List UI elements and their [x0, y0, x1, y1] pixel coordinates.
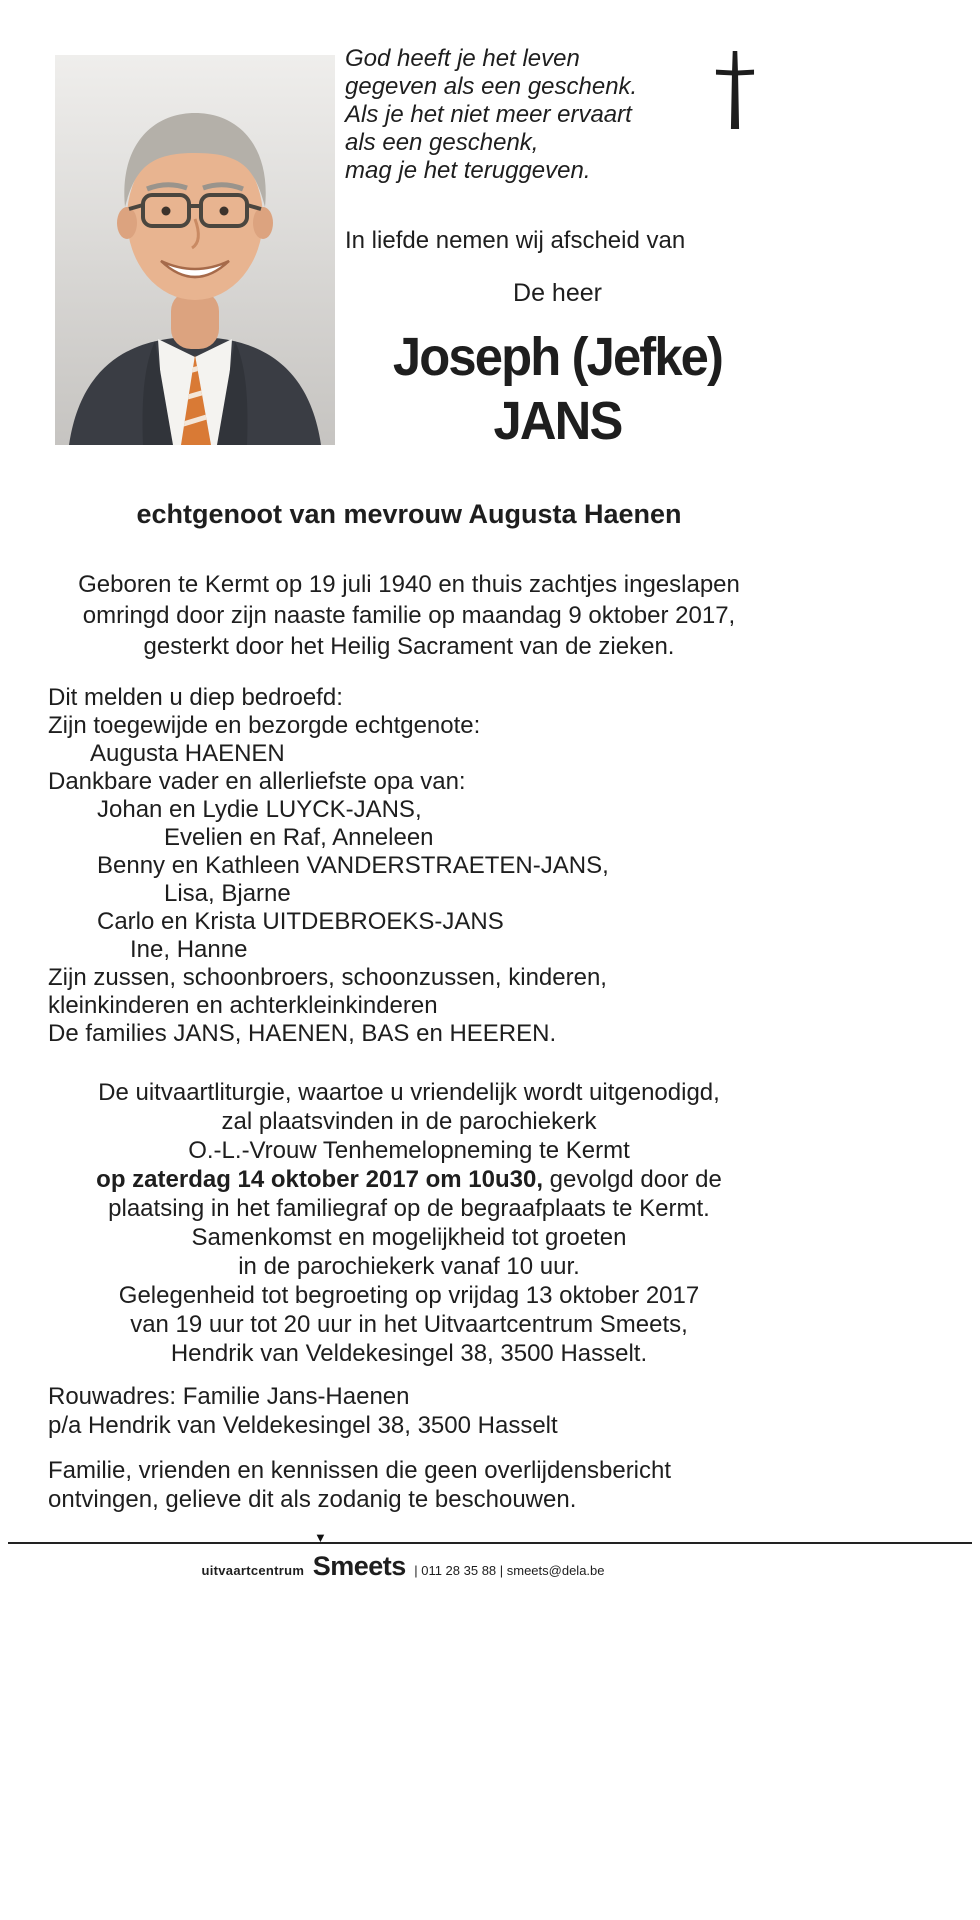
mourning-address — [48, 1382, 770, 1440]
family-line: Carlo en Krista UITDEBROEKS-JANS — [97, 908, 504, 935]
top-right-column — [345, 45, 770, 453]
family-line: kleinkinderen en achterkleinkinderen — [48, 992, 438, 1019]
poem-line: gegeven als een geschenk. — [345, 73, 638, 100]
family-line: Johan en Lydie LUYCK-JANS, — [97, 796, 422, 823]
service-line: Hendrik van Veldekesingel 38, 3500 Hasselt. — [170, 1340, 648, 1367]
family-line: Lisa, Bjarne — [164, 880, 291, 907]
birth-death-paragraph — [48, 569, 770, 662]
top-section — [48, 0, 770, 470]
deceased-first-names: Joseph (Jefke) — [392, 327, 723, 387]
service-line: Gelegenheid tot begroeting op vrijdag 13 oktober 2017 — [118, 1282, 700, 1309]
cross-icon — [706, 47, 764, 133]
birth-death-line: gesterkt door het Heilig Sacrament van de zieken. — [143, 633, 675, 660]
service-line — [48, 1165, 770, 1194]
family-line: Zijn zussen, schoonbroers, schoonzussen, kinderen, — [48, 964, 607, 991]
poem-line: Als je het niet meer ervaart — [345, 101, 632, 128]
poem-line: mag je het teruggeven. — [345, 157, 591, 184]
service-line: Samenkomst en mogelijkheid tot groeten — [191, 1224, 627, 1251]
mourning-address-line: p/a Hendrik van Veldekesingel 38, 3500 Hasselt — [48, 1412, 558, 1439]
family-line: Dit melden u diep bedroefd: — [48, 684, 343, 711]
mourning-address-line: Rouwadres: Familie Jans-Haenen — [48, 1383, 410, 1410]
footer-brand — [8, 1544, 798, 1582]
family-line: Ine, Hanne — [130, 936, 248, 963]
notice-paragraph — [48, 1456, 770, 1514]
deceased-last-name: JANS — [493, 391, 622, 451]
service-date-bold: op zaterdag 14 oktober 2017 om 10u30, — [96, 1166, 544, 1193]
deceased-name — [358, 325, 758, 453]
content-column — [48, 0, 770, 1514]
family-line: Evelien en Raf, Anneleen — [164, 824, 434, 851]
family-line: Zijn toegewijde en bezorgde echtgenote: — [48, 712, 481, 739]
service-line: plaatsing in het familiegraf op de begraafplaats te Kermt. — [108, 1195, 710, 1222]
birth-death-line: omringd door zijn naaste familie op maandag 9 oktober 2017, — [82, 602, 736, 629]
service-paragraph — [48, 1078, 770, 1368]
family-line: Dankbare vader en allerliefste opa van: — [48, 768, 466, 795]
family-line: Augusta HAENEN — [90, 740, 285, 767]
service-line: De uitvaartliturgie, waartoe u vriendelijk wordt uitgenodigd, — [98, 1079, 720, 1106]
footer-brand-small: uitvaartcentrum — [201, 1563, 305, 1578]
family-list — [48, 684, 770, 1048]
service-line: in de parochiekerk vanaf 10 uur. — [238, 1253, 580, 1280]
portrait-illustration — [55, 55, 335, 445]
notice-line: Familie, vrienden en kennissen die geen overlijdensbericht — [48, 1457, 672, 1484]
farewell-intro: In liefde nemen wij afscheid van — [345, 227, 686, 254]
family-line: Benny en Kathleen VANDERSTRAETEN-JANS, — [97, 852, 609, 879]
portrait-photo — [55, 55, 335, 445]
service-line-rest: gevolgd door de — [543, 1166, 722, 1193]
notice-line: ontvingen, gelieve dit als zodanig te beschouwen. — [48, 1486, 577, 1513]
service-line: van 19 uur tot 20 uur in het Uitvaartcentrum Smeets, — [130, 1311, 688, 1338]
service-line: zal plaatsvinden in de parochiekerk — [221, 1108, 597, 1135]
footer-brand-logo: Smeets — [312, 1551, 406, 1581]
poem-line: God heeft je het leven — [345, 45, 580, 72]
service-line: O.-L.-Vrouw Tenhemelopneming te Kermt — [188, 1137, 630, 1164]
birth-death-line: Geboren te Kermt op 19 juli 1940 en thuis zachtjes ingeslapen — [78, 571, 740, 598]
spouse-line: echtgenoot van mevrouw Augusta Haenen — [136, 499, 682, 529]
poem-line: als een geschenk, — [345, 129, 539, 156]
triangle-down-icon: ▼ — [314, 1530, 327, 1545]
salutation: De heer — [513, 279, 602, 307]
family-line: De families JANS, HAENEN, BAS en HEEREN. — [48, 1020, 557, 1047]
footer-contact: | 011 28 35 88 | smeets@dela.be — [414, 1563, 605, 1578]
footer — [8, 1530, 972, 1582]
